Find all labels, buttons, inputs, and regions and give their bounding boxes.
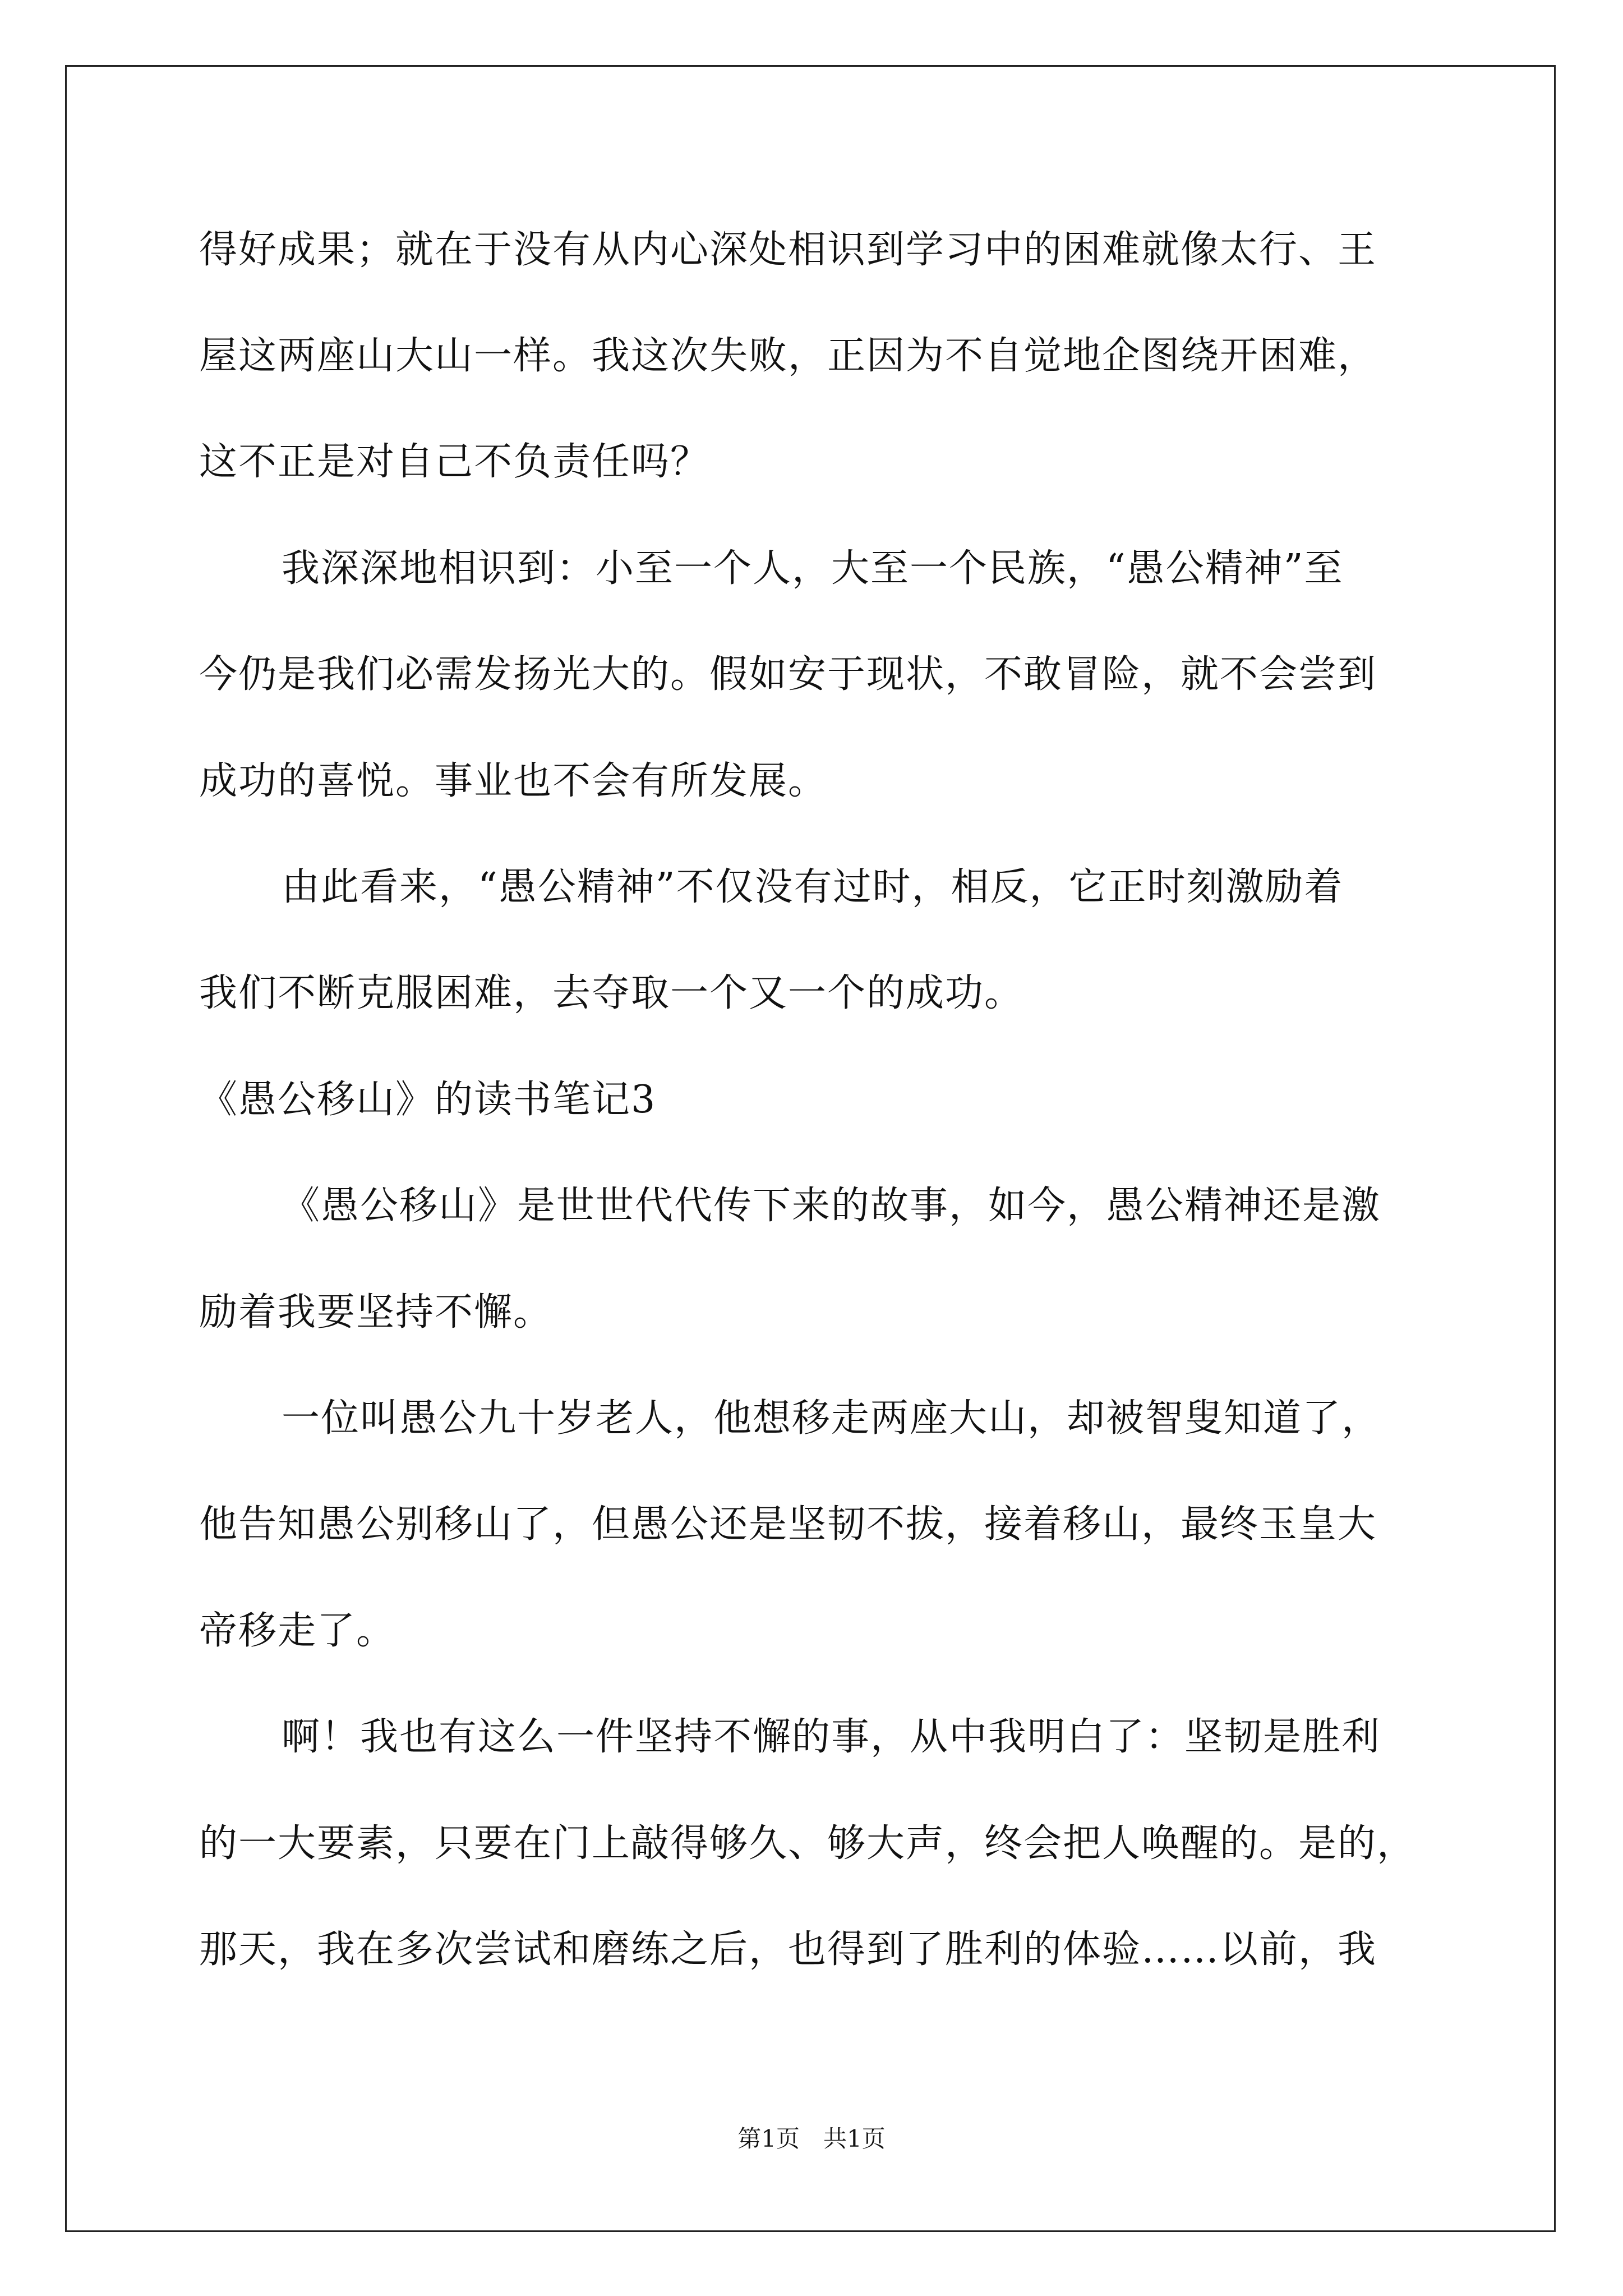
text-line: 成功的喜悦。事业也不会有所发展。 [199,759,828,803]
text-line: 我们不断克服困难，去夺取一个又一个的成功。 [199,971,1024,1015]
text-line: 的一大要素，只要在门上敲得够久、够大声，终会把人唤醒的。是的， [199,1821,1417,1866]
text-line: 由此看来，“愚公精神”不仅没有过时，相反，它正时刻激励着 [282,865,1344,909]
page-border [65,65,1556,2232]
section-heading: 《愚公移山》的读书笔记3 [199,1078,657,1122]
text-line: 那天，我在多次尝试和磨练之后，也得到了胜利的体验……以前，我 [199,1927,1377,1972]
text-line: 屋这两座山大山一样。我这次失败，正因为不自觉地企图绕开困难， [199,334,1377,378]
text-line: 这不正是对自己不负责任吗？ [199,440,710,484]
text-line: 我深深地相识到：小至一个人，大至一个民族，“愚公精神”至 [282,546,1344,591]
page-number: 第1页 共1页 [737,2125,886,2152]
text-line: 今仍是我们必需发扬光大的。假如安于现状，不敢冒险，就不会尝到 [199,652,1377,697]
text-line: 帝移走了。 [199,1609,396,1653]
text-line: 《愚公移山》是世世代代传下来的故事，如今，愚公精神还是激 [282,1184,1381,1228]
text-line: 一位叫愚公九十岁老人，他想移走两座大山，却被智叟知道了， [282,1396,1381,1441]
text-line: 啊！我也有这么一件坚持不懈的事，从中我明白了：坚韧是胜利 [282,1715,1381,1759]
text-line: 励着我要坚持不懈。 [199,1290,553,1335]
text-line: 得好成果；就在于没有从内心深处相识到学习中的困难就像太行、王 [199,228,1377,272]
text-line: 他告知愚公别移山了，但愚公还是坚韧不拔，接着移山，最终玉皇大 [199,1502,1377,1547]
